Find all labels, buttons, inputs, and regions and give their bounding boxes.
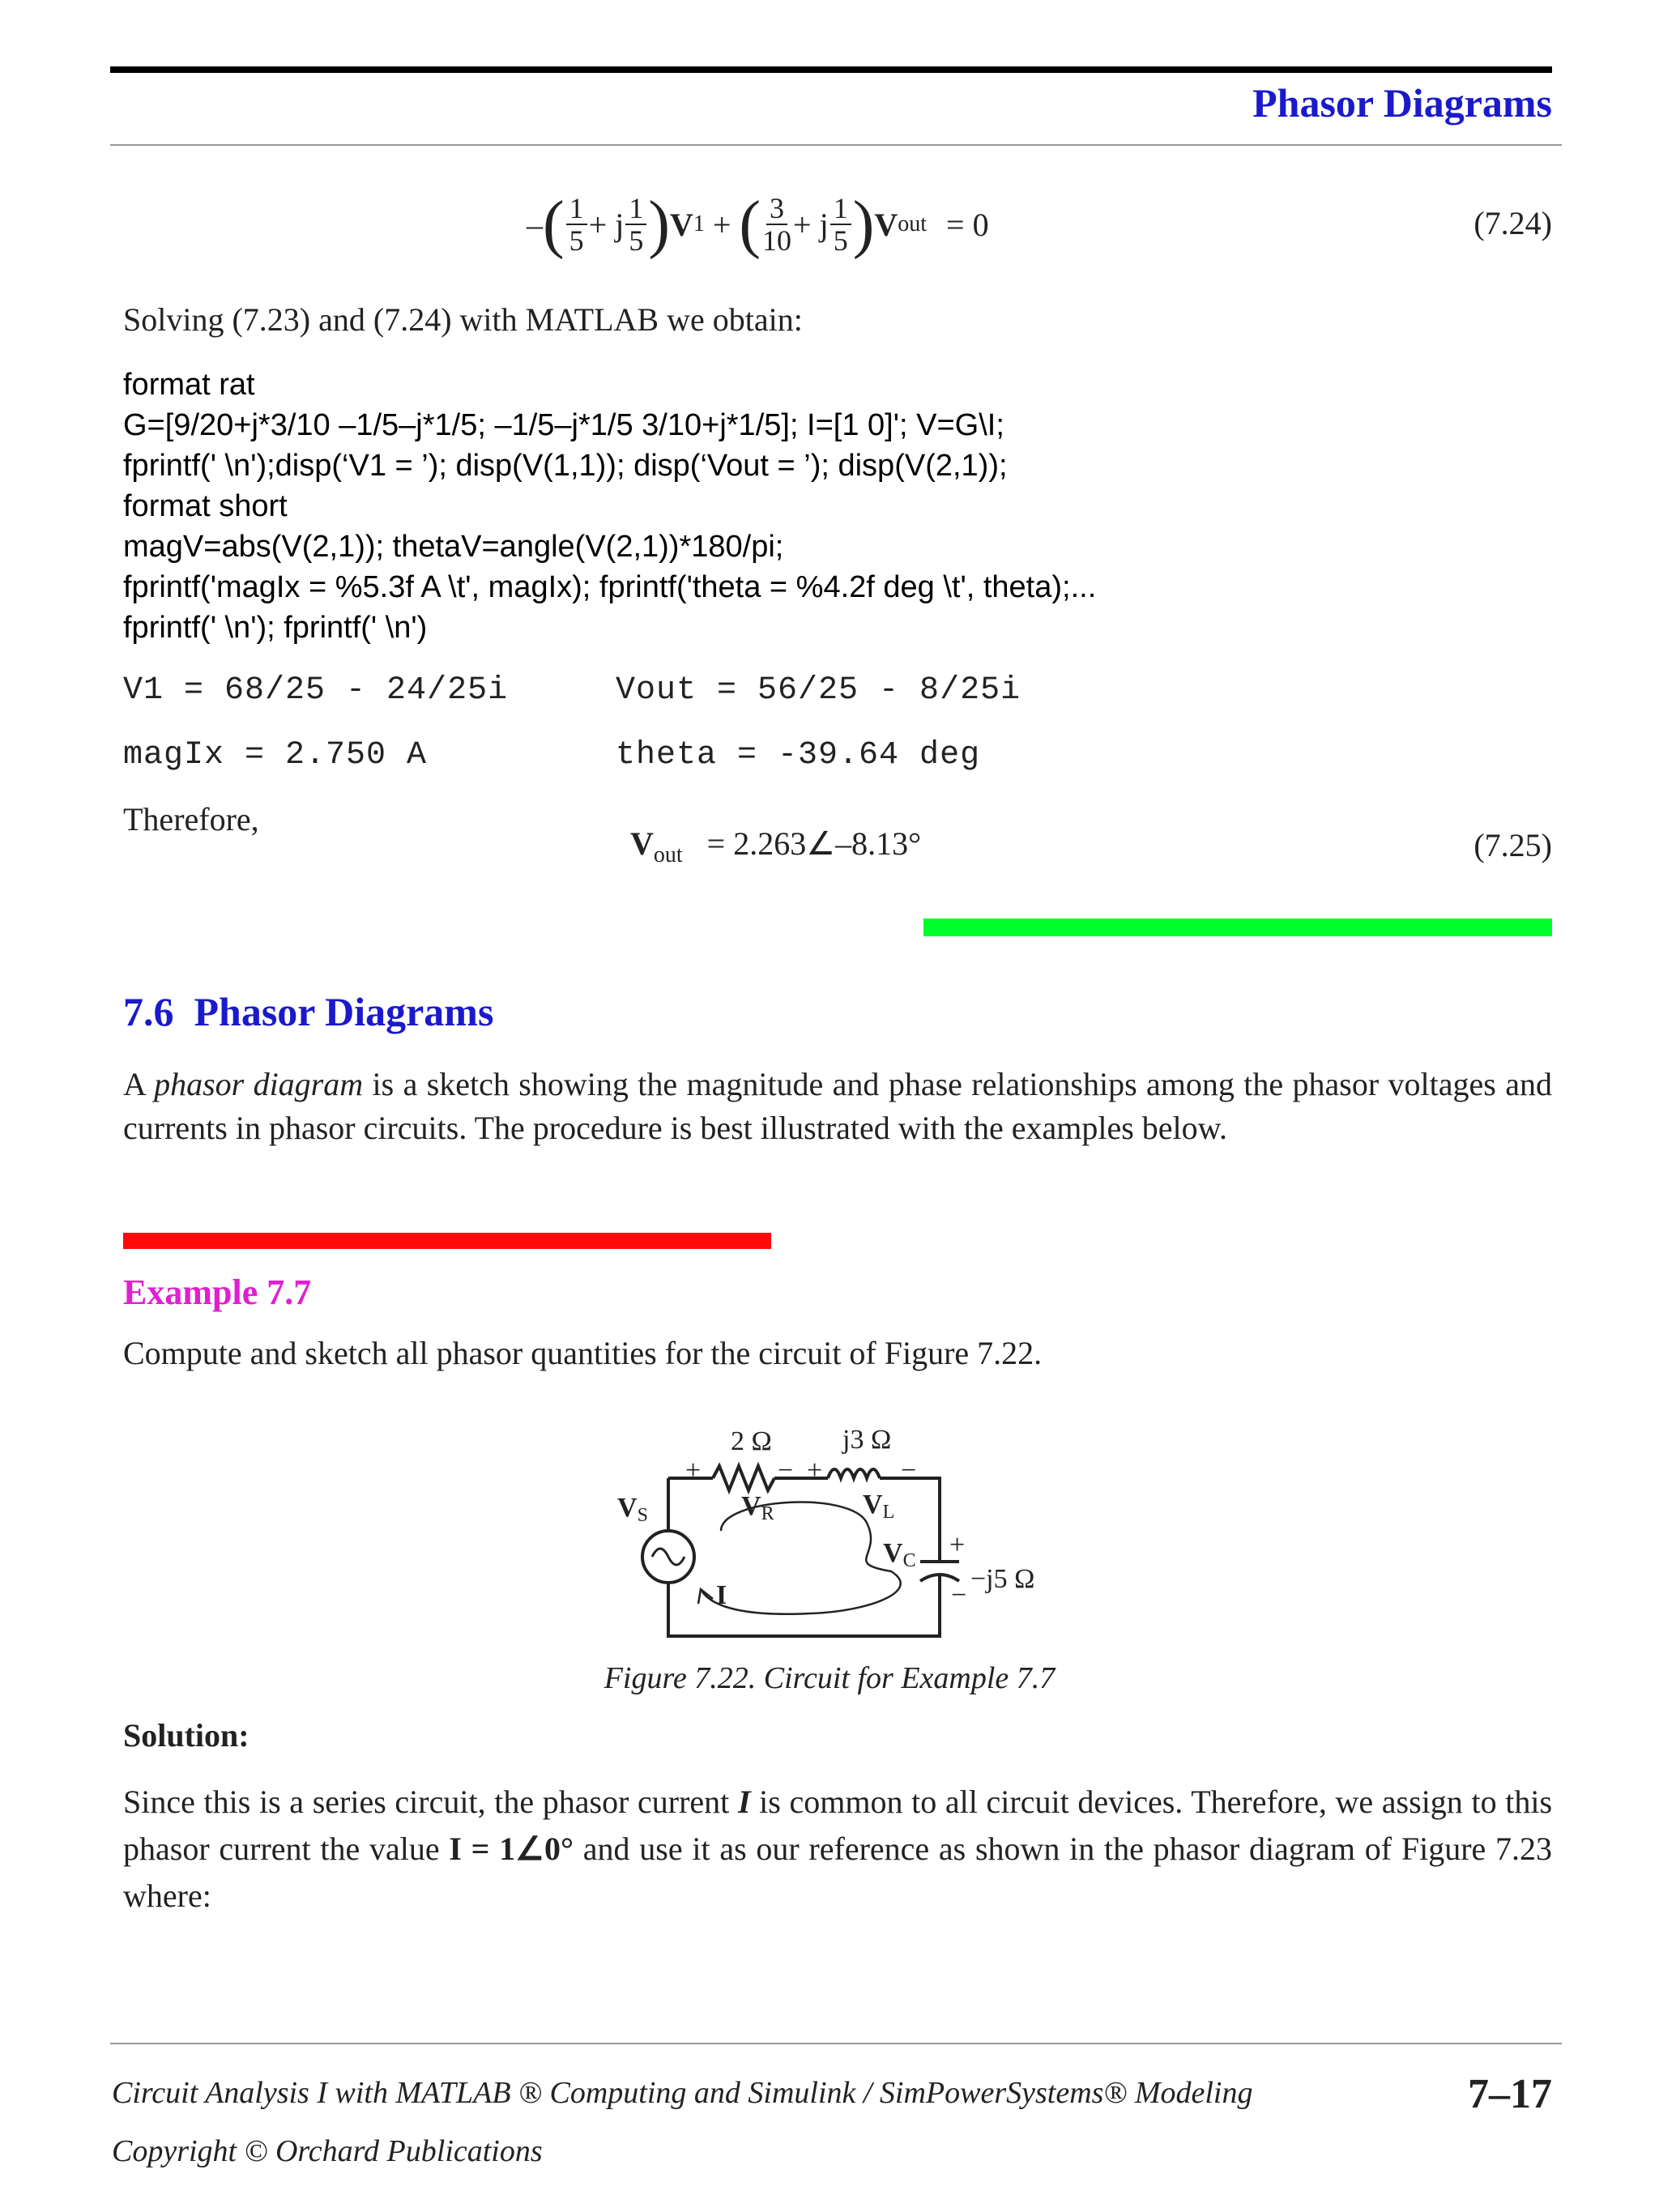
header-divider bbox=[110, 144, 1562, 146]
output-theta: theta = -39.64 deg bbox=[616, 737, 981, 774]
code-line: fprintf(' \n');disp(‘V1 = ’); disp(V(1,1)); disp(‘Vout = ’); disp(V(2,1)); bbox=[123, 449, 1008, 483]
paren: ( bbox=[543, 189, 565, 260]
code-line: format short bbox=[123, 489, 288, 523]
fraction: $\frac{3}{10}$ bbox=[762, 192, 792, 257]
red-bar bbox=[123, 1233, 771, 1249]
intro-text: Solving (7.23) and (7.24) with MATLAB we obtain: bbox=[123, 301, 803, 338]
equation-number: (7.24) bbox=[1473, 205, 1552, 241]
minus-sign: − bbox=[778, 1455, 794, 1485]
section-heading: 7.6 Phasor Diagrams bbox=[123, 989, 494, 1034]
resistor-symbol bbox=[713, 1466, 774, 1490]
eq-plus: + bbox=[712, 206, 731, 243]
eq-sub: 1 bbox=[693, 211, 705, 237]
minus-sign: − bbox=[951, 1580, 967, 1610]
capacitor-label: −j5 Ω bbox=[970, 1564, 1035, 1594]
inductor-label: j3 Ω bbox=[842, 1425, 892, 1455]
fraction: $\frac{1}{5}$ bbox=[830, 193, 851, 256]
footer-book-title: Circuit Analysis I with MATLAB ® Computing and Simulink / SimPowerSystems® Modeling bbox=[112, 2076, 1253, 2110]
code-line: format rat bbox=[123, 368, 255, 402]
circuit-diagram bbox=[599, 1401, 1085, 1660]
example-text: Compute and sketch all phasor quantities for the circuit of Figure 7.22. bbox=[123, 1335, 1043, 1371]
code-line: magV=abs(V(2,1)); thetaV=angle(V(2,1))*180/pi; bbox=[123, 530, 784, 564]
code-line: G=[9/20+j*3/10 –1/5–j*1/5; –1/5–j*1/5 3/10+j*1/5]; I=[1 0]'; V=G\I; bbox=[123, 408, 1004, 442]
fraction: $\frac{1}{5}$ bbox=[566, 193, 587, 256]
plus-sign: + bbox=[949, 1530, 966, 1560]
therefore-text: Therefore, bbox=[123, 801, 259, 837]
eq-var: V bbox=[874, 206, 898, 243]
vl-label: VL bbox=[863, 1490, 895, 1523]
output-v1: V1 = 68/25 - 24/25i bbox=[123, 672, 509, 709]
solution-label: Solution: bbox=[123, 1717, 249, 1754]
plus-sign: + bbox=[685, 1455, 702, 1485]
output-vout: Vout = 56/25 - 8/25i bbox=[616, 672, 1021, 709]
sine-icon bbox=[652, 1549, 684, 1565]
fraction: $\frac{1}{5}$ bbox=[625, 193, 646, 256]
equation-number: (7.25) bbox=[1473, 827, 1552, 863]
paren: ( bbox=[739, 189, 761, 260]
footer-divider bbox=[110, 2043, 1562, 2044]
figure-caption: Figure 7.22. Circuit for Example 7.7 bbox=[603, 1661, 1056, 1695]
equation-7-25: $V_{out}$ = 2.263∠–8.13° bbox=[630, 825, 922, 867]
equation-7-24 bbox=[527, 180, 989, 269]
eq-term: + j bbox=[588, 206, 625, 243]
vr-label: VR bbox=[741, 1491, 774, 1524]
page-number: 7–17 bbox=[1468, 2071, 1552, 2117]
resistor-label: 2 Ω bbox=[731, 1426, 772, 1456]
example-title: Example 7.7 bbox=[123, 1272, 312, 1312]
wire bbox=[668, 1575, 940, 1636]
minus-sign: − bbox=[901, 1455, 917, 1485]
paren: ) bbox=[852, 189, 875, 260]
paren: ) bbox=[648, 189, 670, 260]
output-magix: magIx = 2.750 A bbox=[123, 737, 428, 774]
inductor-symbol bbox=[828, 1469, 880, 1478]
code-line: fprintf('magIx = %5.3f A \t', magIx); fprintf('theta = %4.2f deg \t', theta);... bbox=[123, 570, 1097, 604]
section-paragraph: A phasor diagram is a sketch showing the magnitude and phase relationships among the phasor voltages and currents in phasor circuits. The procedure is best illustrated with the examples below. bbox=[123, 1066, 1552, 1146]
vc-label: VC bbox=[883, 1538, 916, 1571]
current-label: I bbox=[716, 1580, 727, 1610]
eq-sign: – bbox=[527, 206, 543, 243]
eq-var: V bbox=[669, 206, 693, 243]
code-line: fprintf(' \n'); fprintf(' \n') bbox=[123, 611, 428, 645]
running-header: Phasor Diagrams bbox=[1252, 80, 1552, 126]
eq-sub: out bbox=[898, 211, 928, 237]
header-rule bbox=[110, 66, 1552, 73]
matlab-code-block bbox=[123, 364, 1549, 648]
footer-copyright: Copyright © Orchard Publications bbox=[112, 2134, 543, 2168]
eq-rhs: = 0 bbox=[946, 206, 989, 243]
vs-label: VS bbox=[617, 1493, 648, 1526]
plus-sign: + bbox=[807, 1455, 823, 1485]
green-bar bbox=[923, 918, 1552, 936]
solution-paragraph: Since this is a series circuit, the phasor current I is common to all circuit devices. Therefore, we assign to this phasor current the value I = 1∠0° and use it as our reference as shown in the phasor diagram of Figure 7.23 where: bbox=[123, 1784, 1553, 1914]
eq-term: + j bbox=[793, 206, 829, 243]
